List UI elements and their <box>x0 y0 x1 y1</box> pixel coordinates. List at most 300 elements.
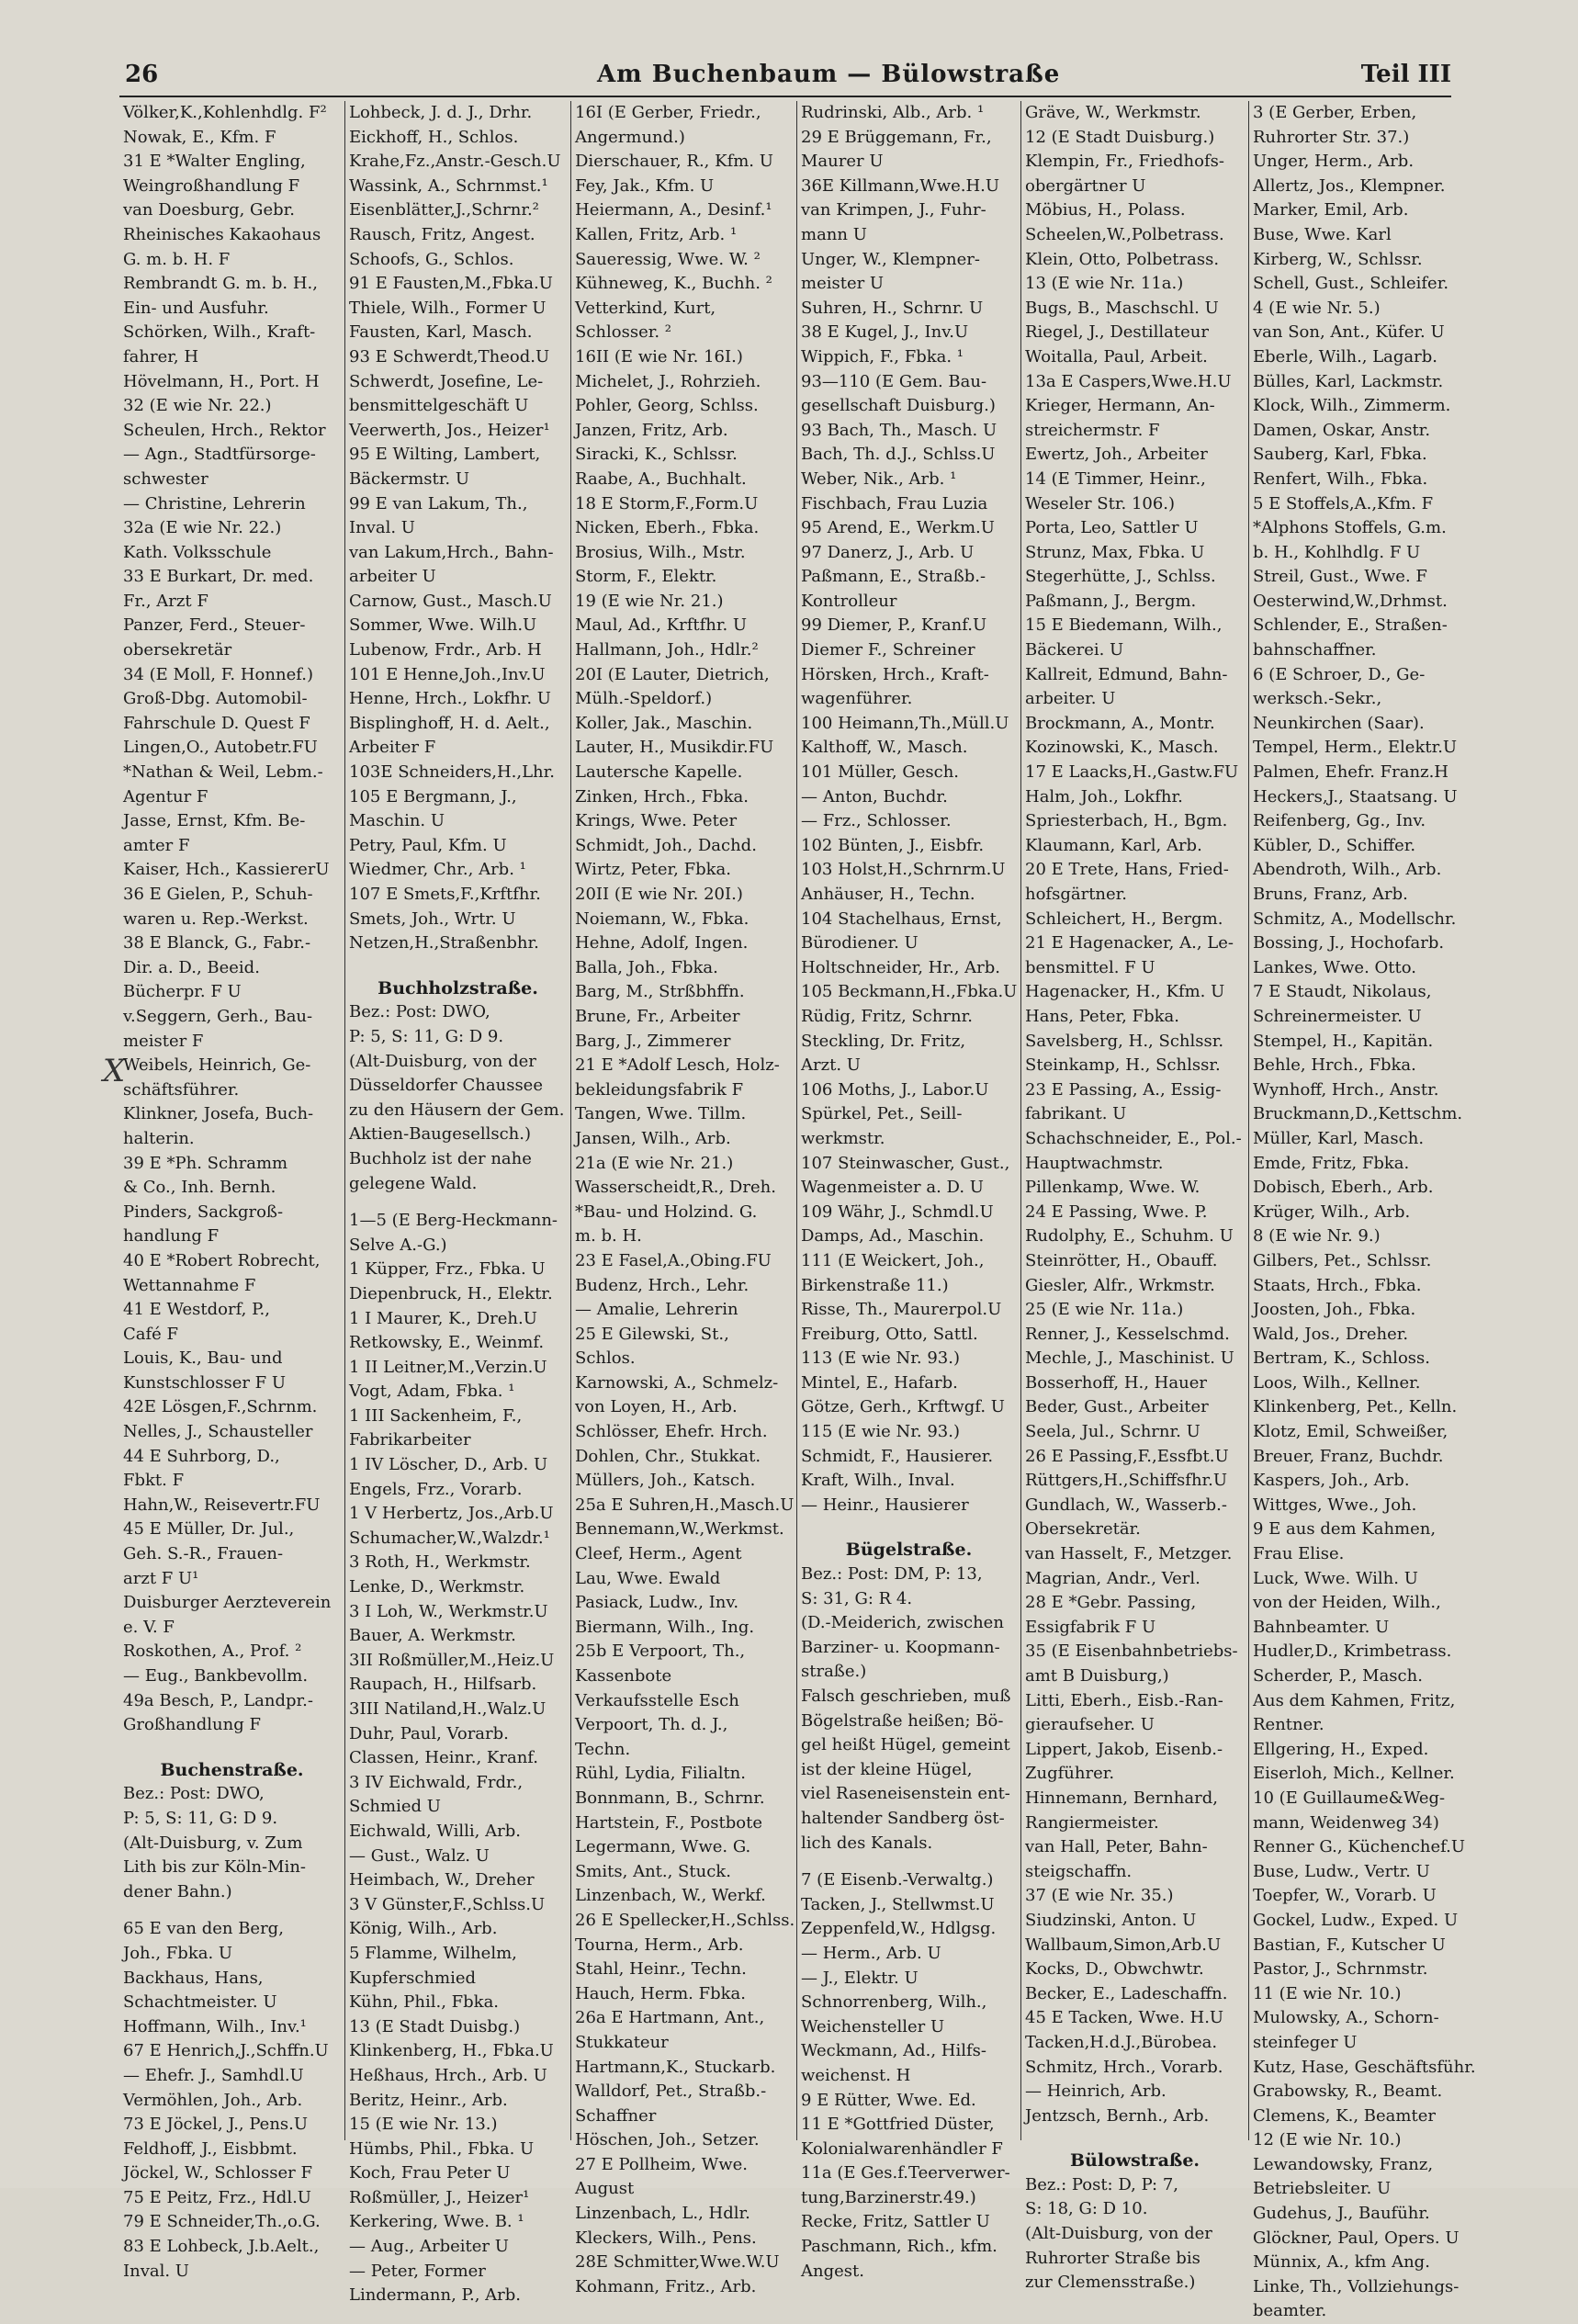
directory-entry: Vetterkind, Kurt, <box>575 298 716 318</box>
directory-entry: 1 V Herbertz, Jos.,Arb.U <box>349 1504 554 1524</box>
directory-entry: Veerwerth, Jos., Heizer¹ <box>349 420 550 440</box>
directory-entry: König, Wilh., Arb. <box>349 1919 498 1939</box>
directory-entry: steinfeger U <box>1253 2032 1358 2052</box>
directory-entry: Lautersche Kapelle. <box>575 762 743 783</box>
directory-entry: 23 E Passing, A., Essig- <box>1025 1079 1222 1100</box>
directory-entry: 15 E Biedemann, Wilh., <box>1025 615 1223 636</box>
directory-entry: Pinders, Sackgroß- <box>123 1201 284 1222</box>
directory-entry: (D.-Meiderich, zwischen <box>801 1613 1004 1633</box>
directory-entry: Obersekretär. <box>1025 1519 1141 1540</box>
page-title: Am Buchenbaum — Bülowstraße <box>597 61 1061 88</box>
directory-entry: Aktien-Baugesellsch.) <box>349 1124 532 1145</box>
directory-entry: gesellschaft Duisburg.) <box>801 396 996 416</box>
directory-entry: Recke, Fritz, Sattler U <box>801 2212 990 2232</box>
directory-entry: 27 E Pollheim, Wwe. <box>575 2154 749 2174</box>
directory-entry: Storm, F., Elektr. <box>575 567 717 587</box>
directory-entry: Schleichert, H., Bergm. <box>1025 908 1223 929</box>
directory-entry: 91 E Fausten,M.,Fbka.U <box>349 274 553 294</box>
directory-entry: bekleidungsfabrik F <box>575 1079 744 1100</box>
directory-entry: Geh. S.-R., Frauen- <box>123 1544 284 1564</box>
directory-entry: Wiedmer, Chr., Arb. ¹ <box>349 860 526 880</box>
directory-entry: Schachtmeister. U <box>123 1992 277 2013</box>
directory-entry: August <box>575 2179 635 2199</box>
directory-entry: 15 (E wie Nr. 13.) <box>349 2115 498 2135</box>
directory-entry: 23 E Fasel,A.,Obing.FU <box>575 1250 772 1270</box>
spacer <box>1025 2128 1245 2141</box>
directory-entry: Wagenmeister a. D. U <box>801 1178 984 1198</box>
directory-entry: Steckling, Dr. Fritz, <box>801 1031 966 1051</box>
directory-entry: Neunkirchen (Saar). <box>1253 713 1425 733</box>
directory-entry: gelegene Wald. <box>349 1173 478 1193</box>
directory-entry: Schmitz, Hrch., Vorarb. <box>1025 2057 1223 2077</box>
directory-entry: 103 Holst,H.,Schrnrm.U <box>801 860 1006 880</box>
directory-entry: van Hasselt, F., Metzger. <box>1025 1544 1233 1564</box>
directory-entry: 3 Roth, H., Werkmstr. <box>349 1552 531 1573</box>
directory-entry: Janzen, Fritz, Arb. <box>575 420 728 440</box>
directory-entry: Beder, Gust., Arbeiter <box>1025 1397 1209 1417</box>
listing-column-5 <box>1021 101 1249 2293</box>
directory-entry: fahrer, H <box>123 346 199 367</box>
directory-entry: Kühneweg, K., Buchh. ² <box>575 274 772 294</box>
directory-entry: Vogt, Adam, Fbka. ¹ <box>349 1382 515 1402</box>
directory-entry: 1 II Leitner,M.,Verzin.U <box>349 1357 547 1377</box>
listing-column-4 <box>797 101 1021 2281</box>
directory-entry: beamter. <box>1253 2301 1327 2321</box>
directory-entry: Gockel, Ludw., Exped. U <box>1253 1910 1459 1930</box>
directory-entry: 101 E Henne,Joh.,Inv.U <box>349 664 546 684</box>
directory-entry: Seela, Jul., Schrnr. U <box>1025 1422 1200 1442</box>
directory-entry: Frau Elise. <box>1253 1544 1345 1564</box>
directory-entry: Lohbeck, J. d. J., Drhr. <box>349 103 533 122</box>
directory-entry: Karnowski, A., Schmelz- <box>575 1372 779 1393</box>
directory-entry: 25 E Gilewski, St., <box>575 1324 729 1344</box>
directory-entry: 11 E *Gottfried Düster, <box>801 2115 995 2135</box>
directory-entry: halterin. <box>123 1128 195 1148</box>
directory-entry: Anhäuser, H., Techn. <box>801 885 975 904</box>
directory-entry: schwester <box>123 468 209 489</box>
directory-entry: Klinkenberg, H., Fbka.U <box>349 2041 554 2061</box>
directory-entry: Joh., Fbka. U <box>123 1943 233 1963</box>
directory-entry: Henne, Hrch., Lokfhr. U <box>349 689 551 709</box>
directory-entry: Diemer F., Schreiner <box>801 640 975 660</box>
directory-entry: Stegerhütte, J., Schlss. <box>1025 567 1216 587</box>
directory-entry: Kalthoff, W., Masch. <box>801 738 968 758</box>
directory-entry: 83 E Lohbeck, J.b.Aelt., <box>123 2237 320 2257</box>
directory-entry: 13a E Caspers,Wwe.H.U <box>1025 371 1232 391</box>
directory-entry: Café F <box>123 1324 179 1344</box>
directory-entry: (Alt-Duisburg, von der <box>1025 2224 1212 2244</box>
directory-entry: von der Heiden, Wilh., <box>1253 1593 1441 1613</box>
directory-entry: Ellgering, H., Exped. <box>1253 1739 1429 1759</box>
directory-entry: arbeiter. U <box>1025 689 1116 709</box>
directory-entry: S: 31, G: R 4. <box>801 1588 913 1608</box>
directory-entry: Hallmann, Joh., Hdlr.² <box>575 640 759 660</box>
directory-entry: Hagenacker, H., Kfm. U <box>1025 982 1225 1002</box>
directory-entry: streichermstr. F <box>1025 420 1160 440</box>
directory-entry: Nowak, E., Kfm. F <box>123 127 276 147</box>
directory-entry: Walldorf, Pet., Straßb.- <box>575 2081 767 2102</box>
directory-entry: Retkowsky, E., Weinmf. <box>349 1333 545 1353</box>
directory-entry: 24 E Passing, Wwe. P. <box>1025 1201 1208 1222</box>
directory-entry: Schmitz, A., Modellschr. <box>1253 908 1457 929</box>
directory-entry: Hehne, Adolf, Ingen. <box>575 933 749 953</box>
directory-entry: Rembrandt G. m. b. H., <box>123 274 319 294</box>
directory-entry: 5 E Stoffels,A.,Kfm. F <box>1253 493 1434 513</box>
spacer <box>123 1904 341 1917</box>
directory-entry: Bäckermstr. U <box>349 468 469 489</box>
directory-entry: 106 Moths, J., Labor.U <box>801 1079 989 1100</box>
directory-entry: — J., Elektr. U <box>801 1968 919 1988</box>
directory-entry: 97 Danerz, J., Arb. U <box>801 542 975 562</box>
directory-entry: Reifenberg, Gg., Inv. <box>1253 811 1426 831</box>
directory-entry: Damen, Oskar, Anstr. <box>1253 420 1431 440</box>
directory-entry: Tempel, Herm., Elektr.U <box>1253 738 1458 758</box>
directory-entry: Stukkateur <box>575 2032 669 2052</box>
directory-entry: Halm, Joh., Lokfhr. <box>1025 786 1183 807</box>
directory-entry: 20 E Trete, Hans, Fried- <box>1025 860 1229 880</box>
directory-entry: Fr., Arzt F <box>123 591 209 611</box>
directory-entry: Bez.: Post: D, P: 7, <box>1025 2174 1179 2194</box>
directory-entry: Bruckmann,D.,Kettschm. <box>1253 1104 1463 1124</box>
directory-entry: Paschmann, Rich., kfm. <box>801 2237 998 2257</box>
directory-entry: Luck, Wwe. Wilh. U <box>1253 1568 1418 1588</box>
directory-entry: Roßmüller, J., Heizer¹ <box>349 2187 530 2207</box>
directory-entry: Eberle, Wilh., Lagarb. <box>1253 346 1438 367</box>
directory-entry: P: 5, S: 11, G: D 9. <box>123 1808 278 1828</box>
directory-entry: Clemens, K., Beamter <box>1253 2105 1436 2126</box>
listing-column-1 <box>119 101 345 2281</box>
directory-entry: Duhr, Paul, Vorarb. <box>349 1723 509 1743</box>
directory-entry: Bennemann,W.,Werkmst. <box>575 1519 784 1540</box>
directory-entry: Jansen, Wilh., Arb. <box>575 1128 731 1148</box>
directory-entry: Bäckerei. U <box>1025 640 1124 660</box>
directory-entry: 102 Bünten, J., Eisbfr. <box>801 835 985 855</box>
directory-entry: Hudler,D., Krimbetrass. <box>1253 1641 1452 1662</box>
directory-entry: — Heinrich, Arb. <box>1025 2081 1167 2102</box>
directory-entry: Giesler, Alfr., Wrkmstr. <box>1025 1275 1215 1295</box>
directory-entry: 6 (E Schroer, D., Ge- <box>1253 664 1426 684</box>
directory-entry: 8 (E wie Nr. 9.) <box>1253 1226 1381 1247</box>
directory-entry: mann, Weidenweg 34) <box>1253 1812 1439 1833</box>
directory-entry: Wittges, Wwe., Joh. <box>1253 1495 1417 1515</box>
directory-entry: 28 E *Gebr. Passing, <box>1025 1593 1197 1613</box>
directory-entry: Krahe,Fz.,Anstr.-Gesch.U <box>349 152 561 172</box>
directory-entry: Schwerdt, Josefine, Le- <box>349 371 544 391</box>
directory-entry: Schachschneider, E., Pol.- <box>1025 1128 1242 1148</box>
directory-entry: Bauer, A. Werkmstr. <box>349 1626 516 1646</box>
directory-entry: Schreinermeister. U <box>1253 1006 1422 1026</box>
directory-entry: Renfert, Wilh., Fbka. <box>1253 468 1428 489</box>
spacer <box>801 1517 1017 1530</box>
directory-entry: 105 E Bergmann, J., <box>349 786 517 807</box>
directory-entry: Schaffner <box>575 2105 657 2126</box>
directory-entry: Kolonialwarenhändler F <box>801 2138 1003 2159</box>
directory-entry: Klein, Otto, Polbetrass. <box>1025 249 1220 269</box>
directory-entry: tung,Barzinerstr.49.) <box>801 2187 976 2207</box>
directory-entry: Thiele, Wilh., Former U <box>349 298 547 318</box>
directory-entry: Woitalla, Paul, Arbeit. <box>1025 346 1208 367</box>
directory-entry: 113 (E wie Nr. 93.) <box>801 1348 960 1369</box>
directory-entry: Gundlach, W., Wasserb.- <box>1025 1495 1227 1515</box>
directory-entry: Weingroßhandlung F <box>123 175 300 196</box>
directory-entry: 93 Bach, Th., Masch. U <box>801 420 998 440</box>
directory-entry: Kocks, D., Obwchwtr. <box>1025 1959 1204 1980</box>
directory-entry: 3 (E Gerber, Erben, <box>1253 103 1417 122</box>
directory-entry: 44 E Suhrborg, D., <box>123 1446 280 1466</box>
directory-entry: 39 E *Ph. Schramm <box>123 1153 288 1173</box>
directory-entry: Backhaus, Hans, <box>123 1968 264 1988</box>
directory-entry: 93 E Schwerdt,Theod.U <box>349 346 550 367</box>
directory-entry: Krüger, Wilh., Arb. <box>1253 1201 1411 1222</box>
directory-entry: 107 Steinwascher, Gust., <box>801 1153 1010 1173</box>
directory-entry: Rangiermeister. <box>1025 1812 1159 1833</box>
directory-entry: Pillenkamp, Wwe. W. <box>1025 1178 1200 1198</box>
directory-entry: Birkenstraße 11.) <box>801 1275 949 1295</box>
directory-entry: 73 E Jöckel, J., Pens.U <box>123 2115 309 2135</box>
header-rule <box>119 96 1451 97</box>
directory-entry: Fabrikarbeiter <box>349 1430 471 1450</box>
directory-entry: Klempin, Fr., Friedhofs- <box>1025 152 1224 172</box>
directory-entry: — Christine, Lehrerin <box>123 493 306 513</box>
directory-entry: 1 IV Löscher, D., Arb. U <box>349 1455 548 1475</box>
directory-entry: Tangen, Wwe. Tillm. <box>575 1104 747 1124</box>
directory-entry: Angest. <box>801 2261 864 2281</box>
directory-entry: Kirberg, W., Schlssr. <box>1253 249 1423 269</box>
directory-entry: — Frz., Schlosser. <box>801 811 952 831</box>
directory-entry: Magrian, Andr., Verl. <box>1025 1568 1200 1588</box>
street-heading: Buchholzstraße. <box>378 977 538 998</box>
directory-entry: arbeiter U <box>349 567 436 587</box>
directory-entry: viel Raseneisenstein ent- <box>801 1784 1010 1804</box>
directory-entry: Rentner. <box>1253 1715 1324 1735</box>
directory-entry: Hartstein, F., Postbote <box>575 1812 762 1833</box>
directory-entry: Bez.: Post: DWO, <box>349 1002 490 1022</box>
directory-entry: 99 Diemer, P., Kranf.U <box>801 615 987 636</box>
directory-entry: Ruhrorter Str. 37.) <box>1253 127 1410 147</box>
directory-entry: Schell, Gust., Schleifer. <box>1253 274 1449 294</box>
directory-entry: Nicken, Eberh., Fbka. <box>575 518 760 538</box>
directory-entry: Schmied U <box>349 1797 441 1817</box>
directory-entry: Schlos. <box>575 1348 636 1369</box>
directory-entry: 4 (E wie Nr. 5.) <box>1253 298 1381 318</box>
directory-entry: Wallbaum,Simon,Arb.U <box>1025 1935 1222 1955</box>
directory-entry: zur Clemensstraße.) <box>1025 2273 1196 2293</box>
directory-entry: gieraufseher. U <box>1025 1715 1155 1735</box>
directory-entry: amter F <box>123 835 190 855</box>
directory-entry: 38 E Blanck, G., Fabr.- <box>123 933 311 953</box>
directory-entry: Kozinowski, K., Masch. <box>1025 738 1219 758</box>
directory-entry: Carnow, Gust., Masch.U <box>349 591 552 611</box>
directory-entry: Inval. U <box>123 2261 189 2281</box>
directory-entry: Kunstschlosser F U <box>123 1372 287 1393</box>
directory-entry: Maul, Ad., Krftfhr. U <box>575 615 748 636</box>
directory-entry: Smets, Joh., Wrtr. U <box>349 908 516 929</box>
directory-entry: 107 E Smets,F.,Krftfhr. <box>349 885 541 904</box>
directory-entry: Kath. Volksschule <box>123 542 272 562</box>
directory-entry: Bisplinghoff, H. d. Aelt., <box>349 713 550 733</box>
directory-entry: Koch, Frau Peter U <box>349 2163 511 2183</box>
directory-entry: Betriebsleiter. U <box>1253 2179 1392 2199</box>
directory-entry: Paßmann, E., Straßb.- <box>801 567 986 587</box>
directory-entry: Hövelmann, H., Port. H <box>123 371 320 391</box>
directory-entry: Engels, Frz., Vorarb. <box>349 1479 523 1499</box>
directory-entry: Buchholz ist der nahe <box>349 1148 532 1168</box>
directory-entry: dener Bahn.) <box>123 1881 232 1901</box>
directory-entry: 3 IV Eichwald, Frdr., <box>349 1772 524 1792</box>
directory-entry: Kutz, Hase, Geschäftsführ. <box>1253 2057 1476 2077</box>
directory-entry: 93—110 (E Gem. Bau- <box>801 371 987 391</box>
directory-entry: Eiserloh, Mich., Kellner. <box>1253 1764 1455 1784</box>
street-heading: Bülowstraße. <box>1069 2150 1200 2172</box>
directory-entry: Lith bis zur Köln-Min- <box>123 1857 306 1878</box>
directory-entry: Holtschneider, Hr., Arb. <box>801 957 1001 977</box>
directory-entry: 36E Killmann,Wwe.H.U <box>801 175 1000 196</box>
street-heading: Bügelstraße. <box>845 1540 973 1561</box>
directory-entry: (Alt-Duisburg, v. Zum <box>123 1833 303 1853</box>
directory-entry: Balla, Joh., Fbka. <box>575 957 718 977</box>
directory-entry: b. H., Kohlhdlg. F U <box>1253 542 1421 562</box>
directory-entry: Damps, Ad., Maschin. <box>801 1226 985 1247</box>
directory-entry: Raabe, A., Buchhalt. <box>575 468 747 489</box>
directory-entry: Noiemann, W., Fbka. <box>575 908 750 929</box>
directory-entry: Weckmann, Ad., Hilfs- <box>801 2041 986 2061</box>
listing-column-2 <box>345 101 571 2306</box>
directory-entry: Hahn,W., Reisevertr.FU <box>123 1495 321 1515</box>
street-heading: Buchenstraße. <box>160 1759 304 1780</box>
directory-entry: — Anton, Buchdr. <box>801 786 948 807</box>
directory-entry: Schörken, Wilh., Kraft- <box>123 322 316 343</box>
directory-entry: Steinrötter, H., Obauff. <box>1025 1250 1218 1270</box>
directory-entry: Pohler, Georg, Schlss. <box>575 396 759 416</box>
directory-entry: 3III Natiland,H.,Walz.U <box>349 1699 547 1719</box>
directory-entry: Kleckers, Wilh., Pens. <box>575 2228 757 2248</box>
directory-entry: Sommer, Wwe. Wilh.U <box>349 615 537 636</box>
directory-entry: 7 (E Eisenb.-Verwaltg.) <box>801 1870 994 1890</box>
directory-entry: 33 E Burkart, Dr. med. <box>123 567 314 587</box>
directory-entry: Lauter, H., Musikdir.FU <box>575 738 774 758</box>
directory-entry: 31 E *Walter Engling, <box>123 152 306 172</box>
directory-entry: 21 E *Adolf Lesch, Holz- <box>575 1055 780 1076</box>
directory-entry: handlung F <box>123 1226 220 1247</box>
directory-entry: Müller, Karl, Masch. <box>1253 1128 1425 1148</box>
directory-entry: 1 Küpper, Frz., Fbka. U <box>349 1259 546 1280</box>
directory-entry: Fey, Jak., Kfm. U <box>575 175 715 196</box>
directory-entry: Fischbach, Frau Luzia <box>801 493 988 513</box>
directory-entry: 18 E Storm,F.,Form.U <box>575 493 759 513</box>
directory-entry: Kerkering, Wwe. B. ¹ <box>349 2212 524 2232</box>
directory-entry: Vermöhlen, Joh., Arb. <box>123 2090 303 2110</box>
directory-entry: Siudzinski, Anton. U <box>1025 1910 1197 1930</box>
directory-entry: Riegel, J., Destillateur <box>1025 322 1209 343</box>
directory-entry: 16I (E Gerber, Friedr., <box>575 103 761 122</box>
directory-entry: 1 I Maurer, K., Dreh.U <box>349 1308 537 1328</box>
directory-entry: Biermann, Wilh., Ing. <box>575 1617 755 1637</box>
directory-entry: S: 18, G: D 10. <box>1025 2199 1148 2219</box>
directory-entry: 12 (E wie Nr. 10.) <box>1253 2130 1402 2150</box>
directory-entry: Hümbs, Phil., Fbka. U <box>349 2138 535 2159</box>
directory-entry: 111 (E Weickert, Joh., <box>801 1250 985 1270</box>
directory-entry: Agentur F <box>123 786 209 807</box>
directory-entry: Spriesterbach, H., Bgm. <box>1025 811 1228 831</box>
directory-entry: 3 I Loh, W., Werkmstr.U <box>349 1601 548 1621</box>
directory-entry: Schmidt, Joh., Dachd. <box>575 835 757 855</box>
directory-entry: — Aug., Arbeiter U <box>349 2237 509 2257</box>
directory-entry: Wirtz, Peter, Fbka. <box>575 860 731 880</box>
directory-entry: Loos, Wilh., Kellner. <box>1253 1372 1421 1393</box>
listing-column-3 <box>571 101 797 2296</box>
directory-entry: Ein- und Ausfuhr. <box>123 298 269 318</box>
directory-entry: meister F <box>123 1031 204 1051</box>
directory-entry: Zeppenfeld,W., Hdlgsg. <box>801 1919 997 1939</box>
directory-entry: gel heißt Hügel, gemeint <box>801 1735 1010 1755</box>
directory-entry: Porta, Leo, Sattler U <box>1025 518 1199 538</box>
directory-entry: Jasse, Ernst, Kfm. Be- <box>123 811 306 831</box>
directory-entry: Kohmann, Fritz., Arb. <box>575 2276 757 2296</box>
directory-entry: 104 Stachelhaus, Ernst, <box>801 908 1002 929</box>
directory-entry: Hoffmann, Wilh., Inv.¹ <box>123 2016 307 2036</box>
directory-entry: Kübler, D., Schiffer. <box>1253 835 1416 855</box>
directory-entry: Unger, W., Klempner- <box>801 249 980 269</box>
directory-entry: Zinken, Hrch., Fbka. <box>575 786 749 807</box>
directory-entry: Bugs, B., Maschschl. U <box>1025 298 1219 318</box>
directory-entry: v.Seggern, Gerh., Bau- <box>123 1006 313 1026</box>
directory-entry: Abendroth, Wilh., Arb. <box>1253 860 1442 880</box>
directory-entry: Verpoort, Th. d. J., <box>575 1715 728 1735</box>
directory-entry: 26 E Spellecker,H.,Schlss. <box>575 1910 795 1930</box>
directory-entry: 17 E Laacks,H.,Gastw.FU <box>1025 762 1239 783</box>
directory-entry: Krieger, Hermann, An- <box>1025 396 1215 416</box>
directory-entry: Schumacher,W.,Walzdr.¹ <box>349 1528 550 1548</box>
directory-entry: Kaiser, Hch., KassiererU <box>123 860 330 880</box>
directory-entry: Lau, Wwe. Ewald <box>575 1568 721 1588</box>
listing-column-6 <box>1249 101 1476 2321</box>
directory-entry: — Peter, Former <box>349 2261 486 2281</box>
directory-entry: Aus dem Kahmen, Fritz, <box>1253 1690 1456 1710</box>
directory-entry: Essigfabrik F U <box>1025 1617 1156 1637</box>
directory-entry: Joosten, Joh., Fbka. <box>1253 1300 1416 1320</box>
directory-entry: 1 III Sackenheim, F., <box>349 1405 523 1426</box>
directory-entry: Düsseldorfer Chaussee <box>349 1076 543 1096</box>
directory-entry: Kallreit, Edmund, Bahn- <box>1025 664 1228 684</box>
directory-entry: Mülh.-Speldorf.) <box>575 689 713 709</box>
directory-entry: Streil, Gust., Wwe. F <box>1253 567 1427 587</box>
directory-entry: Savelsberg, H., Schlssr. <box>1025 1031 1224 1051</box>
directory-entry: & Co., Inh. Bernh. <box>123 1178 276 1198</box>
directory-entry: Fbkt. F <box>123 1471 185 1491</box>
directory-entry: — Ehefr. J., Samhdl.U <box>123 2065 304 2085</box>
directory-entry: mann U <box>801 224 867 244</box>
directory-entry: Schlender, E., Straßen- <box>1253 615 1448 636</box>
directory-entry: Bögelstraße heißen; Bö- <box>801 1710 1004 1731</box>
directory-entry: 95 E Wilting, Lambert, <box>349 445 541 465</box>
directory-entry: Wippich, F., Fbka. ¹ <box>801 346 964 367</box>
directory-entry: Möbius, H., Polass. <box>1025 200 1186 220</box>
directory-entry: bahnschaffner. <box>1253 640 1377 660</box>
directory-entry: Weseler Str. 106.) <box>1025 493 1176 513</box>
directory-entry: Hörsken, Hrch., Kraft- <box>801 664 989 684</box>
directory-entry: Lewandowsky, Franz, <box>1253 2154 1434 2174</box>
directory-entry: Lippert, Jakob, Eisenb.- <box>1025 1739 1223 1759</box>
directory-entry: 34 (E Moll, F. Honnef.) <box>123 664 313 684</box>
directory-entry: Scheulen, Hrch., Rektor <box>123 420 326 440</box>
directory-entry: Legermann, Wwe. G. <box>575 1837 751 1857</box>
directory-entry: Pastor, J., Schrnmstr. <box>1253 1959 1428 1980</box>
directory-entry: wagenführer. <box>801 689 913 709</box>
directory-entry: Linzenbach, L., Hdlr. <box>575 2204 750 2224</box>
directory-entry: fabrikant. U <box>1025 1104 1127 1124</box>
directory-entry: G. m. b. H. F <box>123 249 231 269</box>
directory-entry: van Son, Ant., Küfer. U <box>1253 322 1445 343</box>
